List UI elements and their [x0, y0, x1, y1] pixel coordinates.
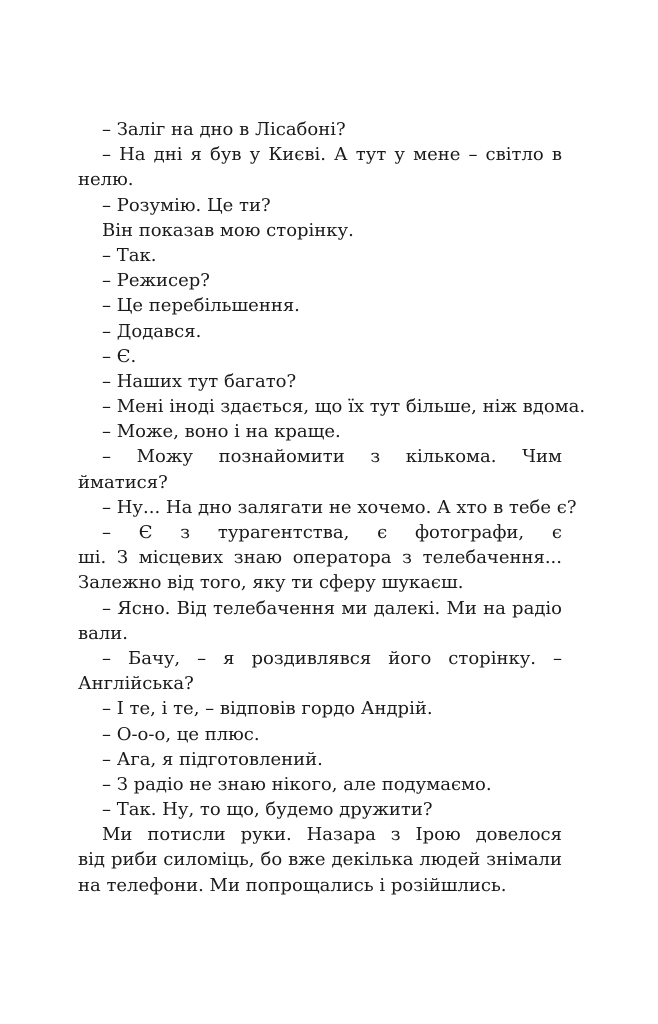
text-line: – Мені іноді здається, що їх тут більше, ніж вдома.: [102, 396, 586, 418]
text-line: – З радіо не знаю нікого, але подумаємо.: [102, 773, 492, 795]
text-line: Він показав мою сторінку.: [102, 219, 354, 241]
text-line: – Заліг на дно в Лісабоні?: [102, 119, 346, 140]
text-line: – О-о-о, це плюс.: [102, 723, 260, 745]
text-line: – Можу познайомити з кількома. Чим: [102, 446, 562, 468]
text-line: – Це перебільшення.: [102, 295, 300, 317]
text-line: нелю.: [78, 169, 134, 191]
text-line: від риби силоміць, бо вже декілька людей знімали: [78, 849, 562, 871]
page-text: [78, 117, 586, 898]
text-line: Ми потисли руки. Назара з Ірою довелося: [102, 824, 562, 846]
text-line: – Наших тут багато?: [102, 370, 297, 392]
text-line: Англійська?: [78, 673, 194, 695]
text-line: – Може, воно і на краще.: [102, 421, 341, 443]
text-line: – Так. Ну, то що, будемо дружити?: [102, 799, 433, 821]
text-line: – Є.: [102, 345, 137, 367]
text-line: Залежно від того, яку ти сферу шукаєш.: [78, 572, 464, 594]
text-line: – На дні я був у Києві. А тут у мене – світло в: [102, 144, 562, 166]
text-line: – І те, і те, – відповів гордо Андрій.: [102, 698, 433, 720]
text-line: – Ясно. Від телебачення ми далекі. Ми на радіо: [102, 597, 562, 619]
text-line: – Додався.: [102, 320, 202, 342]
text-line: – Бачу, – я роздивлявся його сторінку. –: [102, 647, 562, 669]
text-line: – Режисер?: [102, 270, 210, 292]
text-line: вали.: [78, 622, 129, 644]
text-line: – Є з турагентства, є фотографи, є: [102, 522, 562, 543]
text-line: ші. З місцевих знаю оператора з телебачення...: [78, 547, 562, 569]
text-line: – Розумію. Це ти?: [102, 194, 271, 216]
text-line: – Ну... На дно залягати не хочемо. А хто в тебе є?: [102, 496, 577, 518]
text-line: – Ага, я підготовлений.: [102, 748, 323, 770]
text-line: йматися?: [78, 471, 168, 493]
text-line: на телефони. Ми попрощались і розійшлись.: [78, 874, 507, 896]
text-line: – Так.: [102, 244, 157, 266]
